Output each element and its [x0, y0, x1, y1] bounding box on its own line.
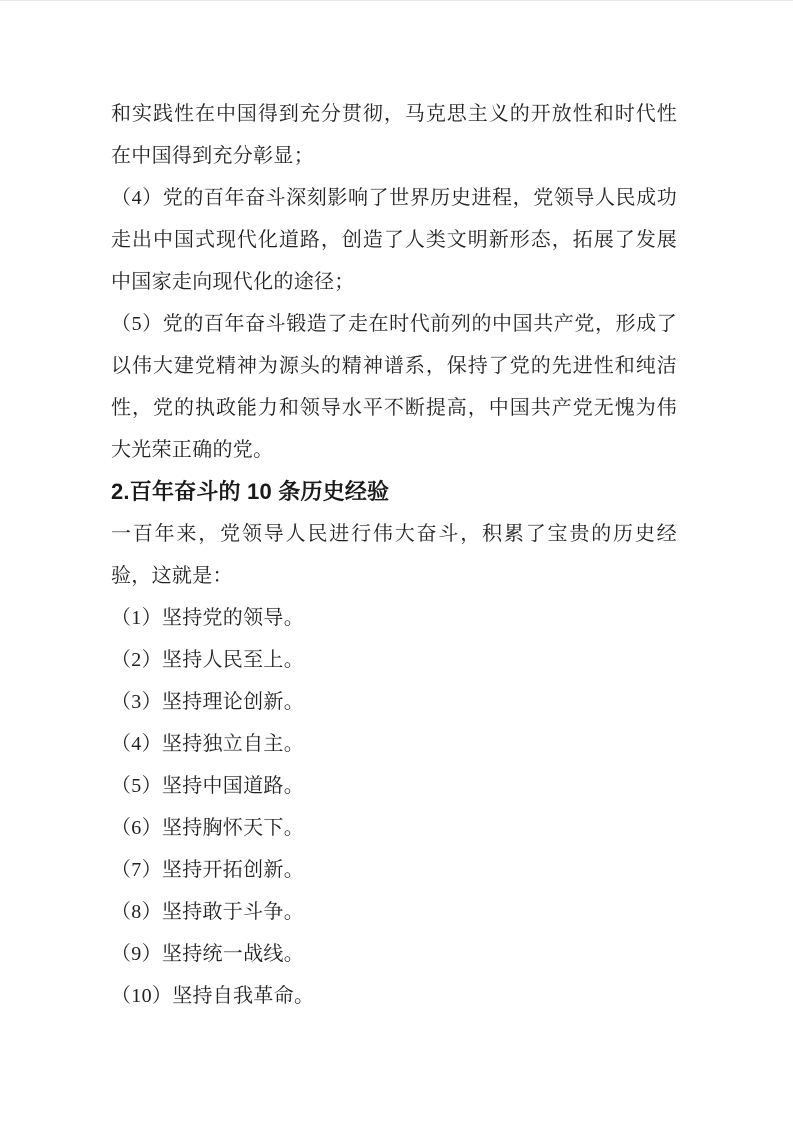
- document-content: [111, 93, 677, 1017]
- section-heading: 2.百年奋斗的 10 条历史经验: [111, 479, 390, 504]
- list-item: （4）坚持独立自主。: [111, 733, 304, 755]
- list-item: （1）坚持党的领导。: [111, 607, 304, 629]
- list-item: （5）坚持中国道路。: [111, 775, 304, 797]
- list-item: （7）坚持开拓创新。: [111, 859, 304, 881]
- list-item: （9）坚持统一战线。: [111, 943, 304, 965]
- paragraph: 一百年来，党领导人民进行伟大奋斗，积累了宝贵的历史经验，这就是：: [111, 523, 677, 587]
- list-item: （3）坚持理论创新。: [111, 691, 304, 713]
- list-item: （6）坚持胸怀天下。: [111, 817, 304, 839]
- paragraph: （5）党的百年奋斗锻造了走在时代前列的中国共产党，形成了以伟大建党精神为源头的精神谱系，保持了党的先进性和纯洁性，党的执政能力和领导水平不断提高，中国共产党无愧为伟大光荣正确的党。: [111, 313, 677, 461]
- paragraph: 和实践性在中国得到充分贯彻，马克思主义的开放性和时代性在中国得到充分彰显；: [111, 103, 677, 167]
- list-item: （2）坚持人民至上。: [111, 649, 304, 671]
- list-item: （10）坚持自我革命。: [111, 985, 315, 1007]
- page-top-edge: [0, 0, 793, 1]
- list-item: （8）坚持敢于斗争。: [111, 901, 304, 923]
- paragraph: （4）党的百年奋斗深刻影响了世界历史进程，党领导人民成功走出中国式现代化道路，创造了人类文明新形态，拓展了发展中国家走向现代化的途径；: [111, 187, 677, 293]
